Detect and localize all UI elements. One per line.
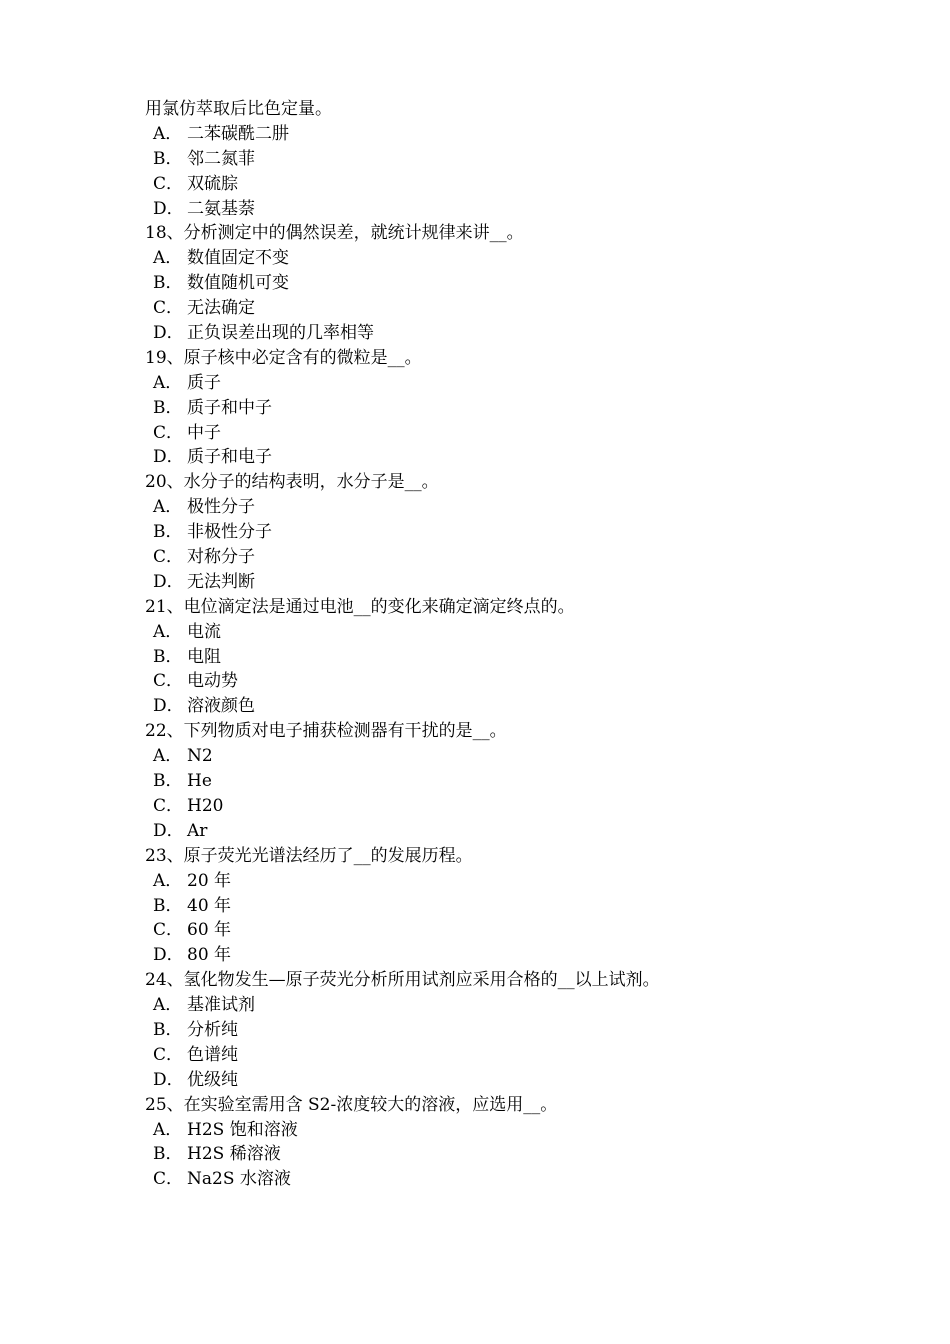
option-letter: A． (153, 870, 183, 891)
option-a (145, 371, 845, 396)
option-text: 电流 (187, 621, 221, 642)
option-b (145, 147, 845, 172)
option-letter: B． (153, 895, 183, 916)
question-block (145, 595, 845, 719)
option-text: 无法判断 (187, 571, 255, 592)
option-text: 二苯碳酰二肼 (187, 123, 289, 144)
option-text: 色谱纯 (187, 1044, 238, 1065)
option-letter: B． (153, 646, 183, 667)
option-text: H2S 饱和溶液 (187, 1119, 298, 1140)
option-text: 分析纯 (187, 1019, 238, 1040)
option-letter: B． (153, 1144, 183, 1165)
option-a (145, 993, 845, 1018)
option-list (145, 122, 845, 222)
option-b (145, 645, 845, 670)
option-c (145, 794, 845, 819)
option-text: Na2S 水溶液 (187, 1169, 291, 1190)
option-a (145, 495, 845, 520)
option-text: 质子和中子 (187, 397, 272, 418)
option-c (145, 296, 845, 321)
option-letter: B． (153, 397, 183, 418)
option-text: 优级纯 (187, 1069, 238, 1090)
option-letter: D． (153, 323, 184, 344)
question-block (145, 1093, 845, 1193)
option-d (145, 570, 845, 595)
option-a (145, 744, 845, 769)
question-stem: 22、下列物质对电子捕获检测器有干扰的是__。 (145, 721, 507, 742)
option-c (145, 918, 845, 943)
option-text: 溶液颜色 (187, 696, 255, 717)
option-b (145, 271, 845, 296)
option-b (145, 894, 845, 919)
option-letter: A． (153, 123, 183, 144)
question-block (145, 470, 845, 594)
option-b (145, 396, 845, 421)
option-text: 极性分子 (187, 497, 255, 518)
option-c (145, 545, 845, 570)
option-letter: C． (153, 920, 184, 941)
option-letter: A． (153, 746, 183, 767)
option-letter: A． (153, 995, 183, 1016)
option-d (145, 197, 845, 222)
option-text: Ar (187, 820, 208, 841)
option-text: H20 (187, 795, 224, 816)
question-block (145, 968, 845, 1092)
option-c (145, 421, 845, 446)
option-letter: B． (153, 771, 183, 792)
option-text: 正负误差出现的几率相等 (187, 323, 374, 344)
question-stem: 21、电位滴定法是通过电池__的变化来确定滴定终点的。 (145, 596, 575, 617)
option-d (145, 819, 845, 844)
option-letter: B． (153, 1019, 183, 1040)
option-letter: A． (153, 497, 183, 518)
option-letter: C． (153, 298, 184, 319)
option-text: 中子 (187, 422, 221, 443)
question-stem: 18、分析测定中的偶然误差，就统计规律来讲__。 (145, 223, 524, 244)
question-block (145, 844, 845, 968)
option-letter: C． (153, 795, 184, 816)
option-text: 20 年 (187, 870, 232, 891)
option-text: 电阻 (187, 646, 221, 667)
option-letter: A． (153, 372, 183, 393)
option-text: 40 年 (187, 895, 232, 916)
option-letter: B． (153, 522, 183, 543)
option-letter: C． (153, 173, 184, 194)
option-text: 二氨基萘 (187, 198, 255, 219)
option-letter: D． (153, 696, 184, 717)
option-letter: D． (153, 945, 184, 966)
question-stem: 19、原子核中必定含有的微粒是__。 (145, 347, 422, 368)
option-d (145, 321, 845, 346)
option-text: 数值随机可变 (187, 273, 289, 294)
option-letter: C． (153, 422, 184, 443)
option-c (145, 172, 845, 197)
option-letter: D． (153, 447, 184, 468)
option-letter: A． (153, 621, 183, 642)
option-letter: A． (153, 1119, 183, 1140)
option-c (145, 1167, 845, 1192)
option-a (145, 122, 845, 147)
option-d (145, 694, 845, 719)
option-text: 双硫腙 (187, 173, 238, 194)
question-stem: 23、原子荧光光谱法经历了__的发展历程。 (145, 845, 473, 866)
question-stem: 24、氢化物发生—原子荧光分析所用试剂应采用合格的__以上试剂。 (145, 970, 660, 991)
option-letter: B． (153, 273, 183, 294)
option-letter: D． (153, 198, 184, 219)
option-text: 非极性分子 (187, 522, 272, 543)
question-block (145, 346, 845, 470)
option-d (145, 445, 845, 470)
option-letter: D． (153, 820, 184, 841)
option-letter: C． (153, 1044, 184, 1065)
option-letter: D． (153, 571, 184, 592)
option-text: 无法确定 (187, 298, 255, 319)
option-text: 基准试剂 (187, 995, 255, 1016)
option-d (145, 1068, 845, 1093)
option-text: 80 年 (187, 945, 232, 966)
option-a (145, 246, 845, 271)
option-text: 电动势 (187, 671, 238, 692)
option-letter: B． (153, 148, 183, 169)
option-letter: C． (153, 547, 184, 568)
option-a (145, 869, 845, 894)
question-stem: 25、在实验室需用含 S2-浓度较大的溶液，应选用__。 (145, 1094, 558, 1115)
question-block (145, 719, 845, 843)
option-letter: C． (153, 1169, 184, 1190)
question-stem: 20、水分子的结构表明，水分子是__。 (145, 472, 439, 493)
option-text: He (187, 771, 212, 792)
option-b (145, 1018, 845, 1043)
option-text: 数值固定不变 (187, 248, 289, 269)
option-c (145, 669, 845, 694)
option-text: 邻二氮菲 (187, 148, 255, 169)
option-letter: D． (153, 1069, 184, 1090)
option-text: 60 年 (187, 920, 232, 941)
option-text: N2 (187, 746, 213, 767)
questions (145, 221, 845, 1192)
option-c (145, 1043, 845, 1068)
option-a (145, 620, 845, 645)
option-b (145, 520, 845, 545)
question-list (145, 97, 845, 1192)
option-d (145, 943, 845, 968)
option-text: 质子和电子 (187, 447, 272, 468)
question-block (145, 221, 845, 345)
option-letter: A． (153, 248, 183, 269)
option-b (145, 1142, 845, 1167)
question-stem-continued: 用氯仿萃取后比色定量。 (145, 99, 332, 119)
option-letter: C． (153, 671, 184, 692)
option-text: H2S 稀溶液 (187, 1144, 281, 1165)
option-a (145, 1118, 845, 1143)
option-text: 对称分子 (187, 547, 255, 568)
option-text: 质子 (187, 372, 221, 393)
option-b (145, 769, 845, 794)
